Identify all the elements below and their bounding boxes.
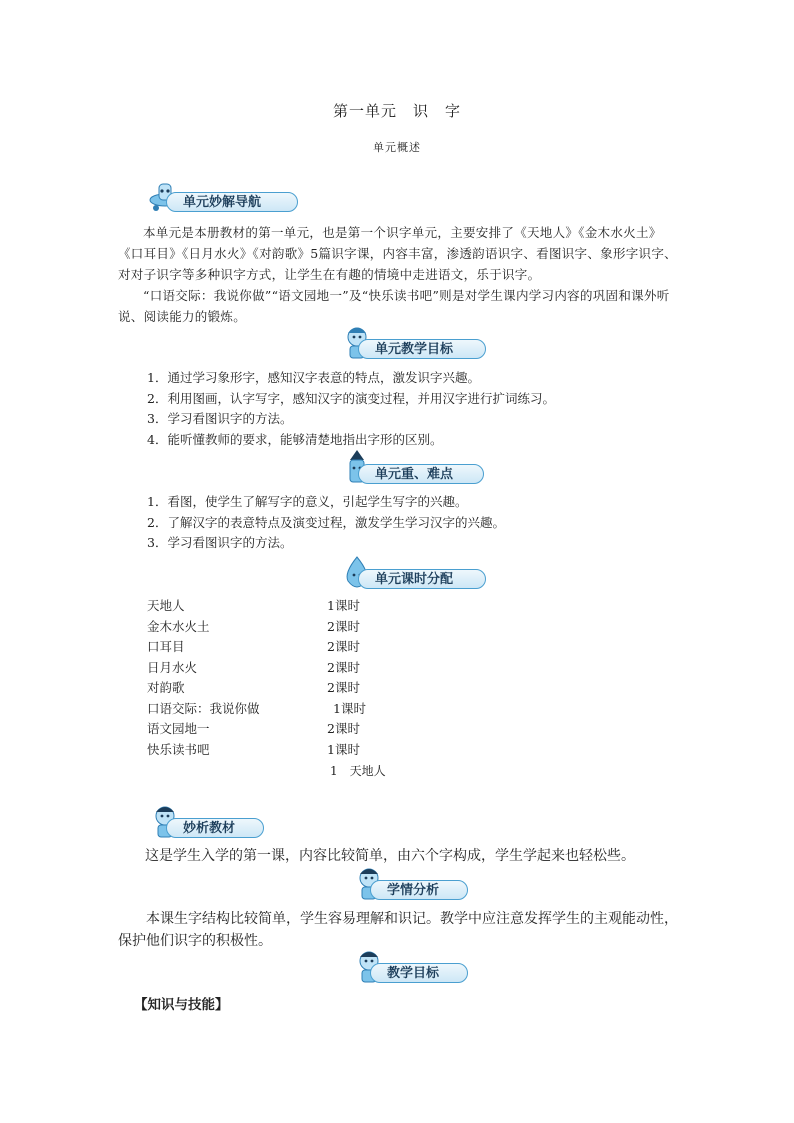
keypoint-item: 3．学习看图识字的方法。 (147, 535, 293, 550)
schedule-table (147, 596, 467, 766)
section-header-keypoints: 单元重、难点 (358, 464, 484, 484)
keypoints-list (147, 492, 505, 554)
lesson-title: 1 天地人 (330, 764, 386, 778)
section-header-learner: 学情分析 (370, 880, 468, 900)
section-badge-keypoints (340, 462, 490, 486)
page-subtitle: 单元概述 (373, 141, 421, 154)
goal-item: 1．通过学习象形字，感知汉字表意的特点，激发识字兴趣。 (147, 370, 480, 385)
section-header-analysis: 妙析教材 (166, 818, 264, 838)
section-badge-goals (340, 337, 490, 361)
section-badge-overview (148, 190, 298, 214)
schedule-name: 日月水火 (147, 659, 198, 675)
goal-item: 2．利用图画，认字写字，感知汉字的演变过程，并用汉字进行扩词练习。 (147, 390, 555, 406)
schedule-time: 2课时 (327, 680, 360, 695)
overview-paragraph-1: 本单元是本册教材的第一单元，也是第一个识字单元，主要安排了《天地人》《金木水火土》《口耳目》《日月水火》《对韵歌》5篇识字课，内容丰富，渗透韵语识字、看图识字、象形字识字、对对子识字等多种识字方式，让学生在有趣的情境中走进语文，乐于识字。 (118, 225, 677, 282)
knowledge-skills-header: 【知识与技能】 (134, 997, 229, 1013)
section-badge-teaching-goals (352, 961, 472, 985)
section-badge-learner (352, 878, 472, 902)
section-header-overview: 单元妙解导航 (166, 192, 298, 212)
schedule-time: 1课时 (327, 741, 360, 757)
schedule-name: 金木水火土 (147, 618, 210, 634)
keypoint-item: 1．看图，使学生了解写字的意义，引起学生写字的兴趣。 (147, 494, 468, 509)
schedule-time: 1课时 (333, 700, 366, 716)
overview-paragraph-2: “口语交际：我说你做”“语文园地一”及“快乐读书吧”则是对学生课内学习内容的巩固和课外听说、阅读能力的锻炼。 (118, 288, 670, 324)
schedule-name: 对韵歌 (147, 680, 185, 695)
analysis-paragraph: 这是学生入学的第一课，内容比较简单，由六个字构成，学生学起来也轻松些。 (145, 848, 635, 864)
section-header-teaching-goals: 教学目标 (370, 963, 468, 983)
schedule-time: 2课时 (327, 639, 360, 654)
section-header-schedule: 单元课时分配 (358, 569, 486, 589)
learner-paragraph: 本课生字结构比较简单，学生容易理解和识记。教学中应注意发挥学生的主观能动性，保护他们识字的积极性。 (118, 911, 678, 949)
schedule-name: 口语交际：我说你做 (147, 700, 260, 716)
schedule-time: 1课时 (327, 598, 360, 613)
section-badge-schedule (340, 567, 490, 591)
schedule-time: 2课时 (327, 659, 360, 675)
schedule-time: 2课时 (327, 618, 360, 634)
keypoint-item: 2．了解汉字的表意特点及演变过程，激发学生学习汉字的兴趣。 (147, 514, 505, 530)
schedule-name: 口耳目 (147, 639, 185, 654)
goal-item: 4．能听懂教师的要求，能够清楚地指出字形的区别。 (147, 431, 443, 447)
page-title: 第一单元 识 字 (332, 102, 461, 120)
goal-item: 3．学习看图识字的方法。 (147, 411, 293, 426)
section-badge-analysis (148, 816, 268, 840)
section-header-goals: 单元教学目标 (358, 339, 486, 359)
schedule-name: 天地人 (147, 598, 185, 613)
schedule-name: 快乐读书吧 (147, 741, 210, 757)
schedule-time: 2课时 (327, 721, 360, 736)
schedule-name: 语文园地一 (147, 721, 210, 736)
goals-list (147, 368, 555, 450)
